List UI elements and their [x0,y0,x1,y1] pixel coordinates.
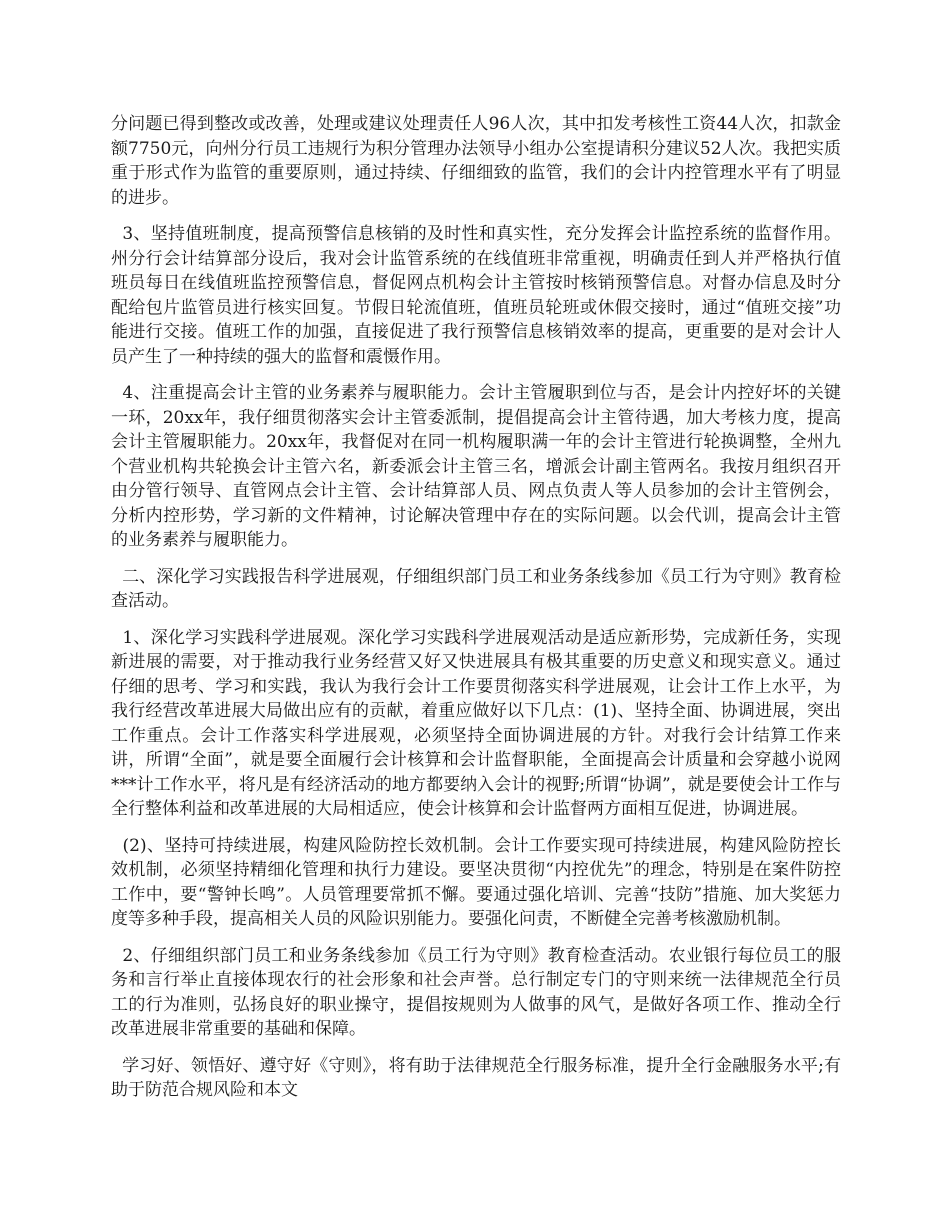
paragraph: 4、注重提高会计主管的业务素养与履职能力。会计主管履职到位与否，是会计内控好坏的关键一环，20xx年，我仔细贯彻落实会计主管委派制，提倡提高会计主管待遇，加大考核力度，提高会计主管履职能力。20xx年，我督促对在同一机构履职满一年的会计主管进行轮换调整，全州九个营业机构共轮换会计主管六名，新委派会计主管三名，增派会计副主管两名。我按月组织召开由分管行领导、直管网点会计主管、会计结算部人员、网点负责人等人员参加的会计主管例会，分析内控形势，学习新的文件精神，讨论解决管理中存在的实际问题。以会代训，提高会计主管的业务素养与履职能力。 [111,383,841,550]
paragraph: 2、仔细组织部门员工和业务条线参加《员工行为守则》教育检查活动。农业银行每位员工的服务和言行举止直接体现农行的社会形象和社会声誉。总行制定专门的守则来统一法律规范全行员工的行为准则，弘扬良好的职业操守，提倡按规则为人做事的风气，是做好各项工作、推动全行改革进展非常重要的基础和保障。 [111,945,841,1039]
paragraph: (2)、坚持可持续进展，构建风险防控长效机制。会计工作要实现可持续进展，构建风险防控长效机制，必须坚持精细化管理和执行力建设。要坚决贯彻“内控优先”的理念，特别是在案件防控工作中，要“警钟长鸣”。人员管理要常抓不懈。要通过强化培训、完善“技防”措施、加大奖惩力度等多种手段，提高相关人员的风险识别能力。要强化问责，不断健全完善考核激励机制。 [111,835,841,929]
paragraph: 学习好、领悟好、遵守好《守则》，将有助于法律规范全行服务标准，提升全行金融服务水平;有助于防范合规风险和本文 [111,1055,841,1100]
document-body [111,112,841,1115]
section-heading: 二、深化学习实践报告科学进展观，仔细组织部门员工和业务条线参加《员工行为守则》教育检查活动。 [111,566,842,611]
paragraph: 3、坚持值班制度，提高预警信息核销的及时性和真实性，充分发挥会计监控系统的监督作用。州分行会计结算部分设后，我对会计监管系统的在线值班非常重视，明确责任到人并严格执行值班员每日在线值班监控预警信息，督促网点机构会计主管按时核销预警信息。对督办信息及时分配给包片监管员进行核实回复。节假日轮流值班，值班员轮班或休假交接时，通过“值班交接”功能进行交接。值班工作的加强，直接促进了我行预警信息核销效率的提高，更重要的是对会计人员产生了一种持续的强大的监督和震慑作用。 [111,224,841,367]
paragraph: 1、深化学习实践科学进展观。深化学习实践科学进展观活动是适应新形势，完成新任务，实现新进展的需要，对于推动我行业务经营又好又快进展具有极其重要的历史意义和现实意义。通过仔细的思考、学习和实践，我认为我行会计工作要贯彻落实科学进展观，让会计工作上水平，为我行经营改革进展大局做出应有的贡献，着重应做好以下几点：(1)、坚持全面、协调进展，突出工作重点。会计工作落实科学进展观，必须坚持全面协调进展的方针。对我行会计结算工作来讲，所谓“全面”，就是要全面履行会计核算和会计监督职能，全面提高会计质量和会穿越小说网***计工作水平，将凡是有经济活动的地方都要纳入会计的视野;所谓“协调”，就是要使会计工作与全行整体利益和改革进展的大局相适应，使会计核算和会计监督两方面相互促进，协调进展。 [111,627,841,819]
paragraph: 分问题已得到整改或改善，处理或建议处理责任人96人次，其中扣发考核性工资44人次，扣款金额7750元，向州分行员工违规行为积分管理办法领导小组办公室提请积分建议52人次。我把实质重于形式作为监管的重要原则，通过持续、仔细细致的监管，我们的会计内控管理水平有了明显的进步。 [111,114,841,208]
